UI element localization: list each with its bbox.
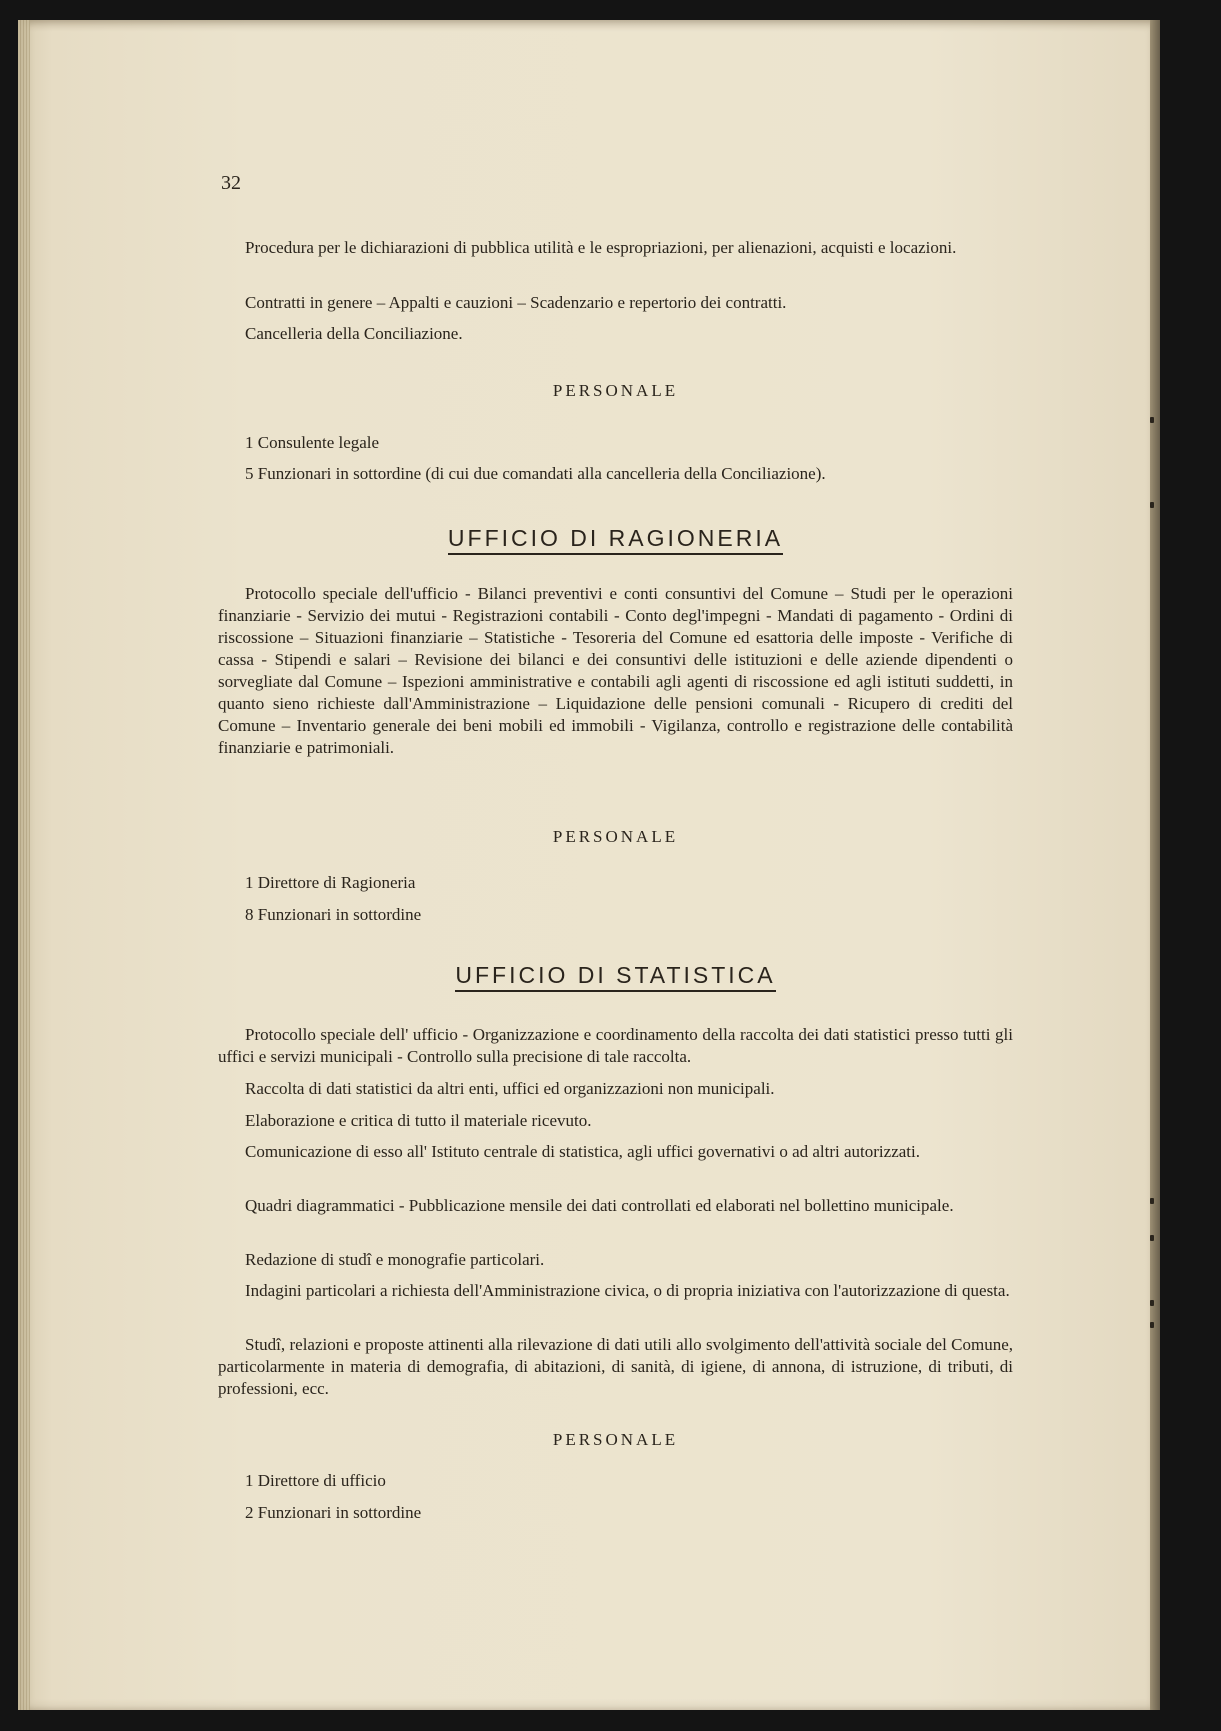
personale-3-line-1: 1 Direttore di ufficio (245, 1471, 386, 1490)
statistica-paragraph-4: Comunicazione di esso all' Istituto centrale di statistica, agli uffici governativi o ad altri autorizzati. (245, 1142, 920, 1161)
ragioneria-text: Protocollo speciale dell'ufficio - Bilanci preventivi e conti consuntivi del Comune – Studi per le operazioni finanziarie - Servizio dei mutui - Registrazioni contabili - Conto degl'impegni - Mandati di pagamento - Ordini di riscossione – Situazioni finanziarie – Statistiche - Tesoreria del Comune ed esattoria delle imposte - Verifiche di cassa - Stipendi e salari – Revisione dei bilanci e dei consuntivi delle istituzioni e delle aziende dipendenti o sorvegliate dal Comune – Ispezioni amministrative e contabili agli agenti di riscossione ed agli istituti suddetti, in quanto sieno richieste dall'Amministrazione – Liquidazione delle pensioni comunali - Ricupero di crediti del Comune – Inventario generale dei beni mobili ed immobili - Vigilanza, controllo e registrazione delle contabilità finanziarie e patrimoniali. (218, 584, 1013, 757)
section-title-statistica-text: UFFICIO DI STATISTICA (455, 961, 775, 992)
personale-2-line-1: 1 Direttore di Ragioneria (245, 873, 416, 892)
page-number: 32 (221, 172, 241, 194)
personale-heading-1: PERSONALE (552, 381, 679, 400)
statistica-paragraph-7: Indagini particolari a richiesta dell'Amministrazione civica, o di propria iniziativa con l'autorizzazione di questa. (245, 1281, 1010, 1300)
intro-paragraph-1: Procedura per le dichiarazioni di pubblica utilità e le espropriazioni, per alienazioni, acquisti e locazioni. (245, 238, 957, 257)
intro-paragraph-3: Cancelleria della Conciliazione. (245, 324, 463, 343)
binding-mark (1150, 1300, 1154, 1306)
binding-mark (1150, 417, 1154, 423)
personale-1-line-1: 1 Consulente legale (245, 433, 380, 452)
section-title-ragioneria (218, 524, 1013, 555)
section-title-ragioneria-text: UFFICIO DI RAGIONERIA (448, 524, 783, 555)
statistica-paragraph-3: Elaborazione e critica di tutto il materiale ricevuto. (245, 1111, 592, 1130)
intro-paragraph-2: Contratti in genere – Appalti e cauzioni – Scadenzario e repertorio dei contratti. (245, 293, 787, 312)
personale-3-line-2: 2 Funzionari in sottordine (245, 1503, 422, 1522)
personale-heading-2: PERSONALE (552, 827, 679, 846)
binding-mark (1150, 502, 1154, 508)
statistica-paragraph-5: Quadri diagrammatici - Pubblicazione mensile dei dati controllati ed elaborati nel bollettino municipale. (245, 1196, 954, 1215)
binding-mark (1150, 1198, 1154, 1204)
statistica-paragraph-6: Redazione di studî e monografie particolari. (245, 1250, 545, 1269)
personale-1-line-2: 5 Funzionari in sottordine (di cui due comandati alla cancelleria della Conciliazione). (245, 464, 826, 483)
binding-mark (1150, 1235, 1154, 1241)
statistica-paragraph-1: Protocollo speciale dell' ufficio - Organizzazione e coordinamento della raccolta dei dati statistici presso tutti gli uffici e servizi municipali - Controllo sulla precisione di tale raccolta. (218, 1025, 1013, 1066)
binding-mark (1150, 1322, 1154, 1328)
personale-2-line-2: 8 Funzionari in sottordine (245, 905, 422, 924)
statistica-paragraph-8: Studî, relazioni e proposte attinenti alla rilevazione di dati utili allo svolgimento dell'attività sociale del Comune, particolarmente in materia di demografia, di abitazioni, di sanità, di igiene, di annona, di istruzione, di tributi, di professioni, ecc. (218, 1335, 1013, 1398)
statistica-paragraph-2: Raccolta di dati statistici da altri enti, uffici ed organizzazioni non municipali. (245, 1079, 775, 1098)
personale-heading-3: PERSONALE (552, 1430, 679, 1449)
section-title-statistica (218, 961, 1013, 992)
